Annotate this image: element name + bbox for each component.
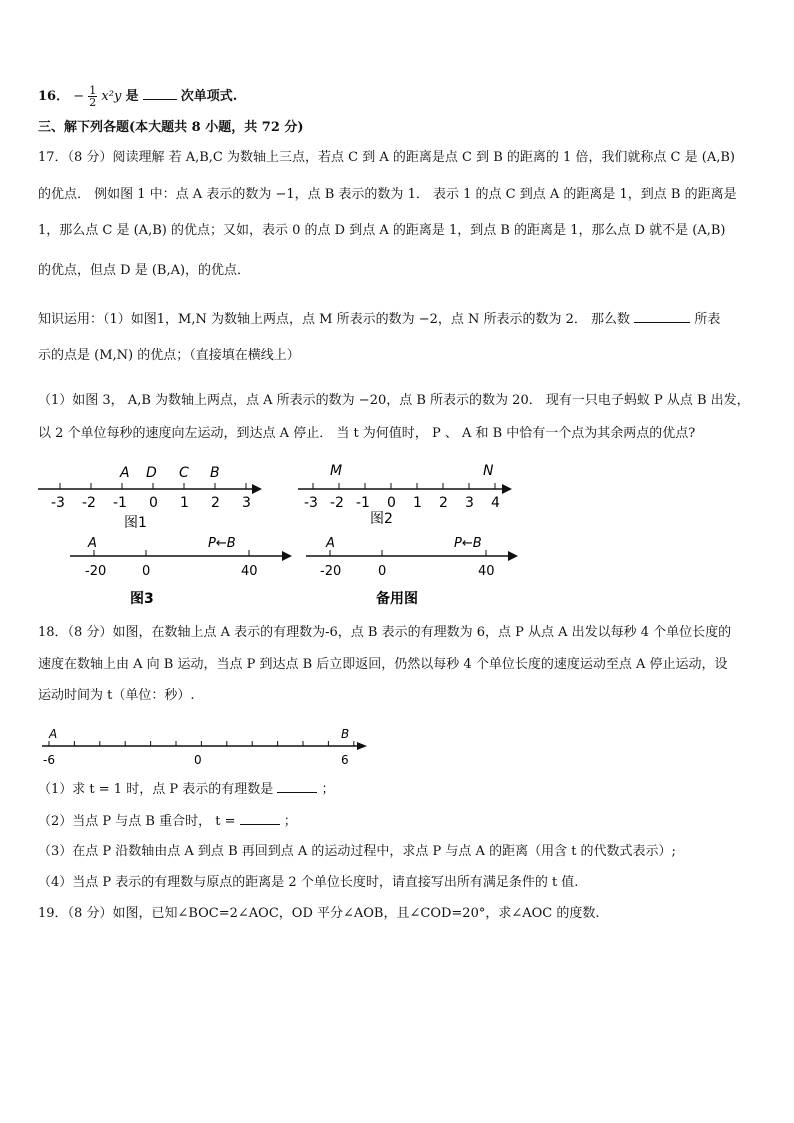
fig4-arrow <box>508 551 518 561</box>
fig3-tick-label-2: 0 <box>142 564 151 579</box>
q18-sub-2-blank[interactable] <box>240 810 280 825</box>
fig1-point-d: D <box>146 465 157 481</box>
q18-tick-right: 6 <box>341 753 349 767</box>
q17-line-2: 的优点． 例如图 1 中：点 A 表示的数为 −1，点 B 表示的数为 1． 表示 1 的点 C 到点 A 的距离是 1，到点 B 的距离是 <box>38 187 737 202</box>
fig2-arrow <box>502 484 512 494</box>
fig1-tick-label-3: 0 <box>149 495 158 511</box>
fig2-caption: 图2 <box>370 511 393 527</box>
q16-text-b: 次单项式. <box>180 89 238 104</box>
fig1-point-b: B <box>210 465 220 481</box>
q18-sub-2 <box>38 810 762 832</box>
q18-line-1: 18．（8 分）如图，在数轴上点 A 表示的有理数为-6，点 B 表示的有理数为 6，点 P 从点 A 出发以每秒 4 个单位长度的 <box>38 625 732 640</box>
fig1-tick-label-6: 3 <box>242 495 251 511</box>
fig2-tick-label-2: -1 <box>356 495 370 511</box>
q18-sub-2a: （2）当点 P 与点 B 重合时， t = <box>38 814 236 829</box>
q18-arrow <box>357 742 367 750</box>
figure-2 <box>298 463 512 527</box>
q18-sub-3: （3）在点 P 沿数轴由点 A 到点 B 再回到点 A 的运动过程中，求点 P 与点 A 的距离（用含 t 的代数式表示）; <box>38 844 676 859</box>
q17-line-7: （1）如图 3， A,B 为数轴上两点，点 A 所表示的数为 −20，点 B 所表示的数为 20． 现有一只电子蚂蚁 P 从点 B 出发， <box>38 393 750 408</box>
q17-line-1: 17．（8 分）阅读理解 若 A,B,C 为数轴上三点，若点 C 到 A 的距离是点 C 到 B 的距离的 1 倍，我们就称点 C 是 (A,B) <box>38 150 735 165</box>
fig1-tick-label-2: -1 <box>113 495 127 511</box>
q16-text-a: 是 <box>125 89 139 104</box>
fig1-arrow <box>252 484 262 494</box>
fig3-tick-label-3: 40 <box>241 564 258 579</box>
q16-sign: − <box>73 89 85 104</box>
fig3-point-a: A <box>88 536 97 551</box>
q16-fraction <box>88 85 97 108</box>
q18-sub-1b: ； <box>321 782 335 797</box>
q17-line-6: 示的点是 (M,N) 的优点；（直接填在横线上） <box>38 348 300 363</box>
figure-1 <box>38 465 262 531</box>
fig2-tick-label-5: 2 <box>439 495 448 511</box>
fig4-tick-label-3: 40 <box>478 564 495 579</box>
fig1-caption: 图1 <box>124 515 147 531</box>
q16-answer-blank[interactable] <box>143 85 177 100</box>
q18-sub-1a: （1）求 t = 1 时，点 P 表示的有理数是 <box>38 782 274 797</box>
q19-line-1: 19．（8 分）如图，已知∠BOC=2∠AOC，OD 平分∠AOB，且∠COD=20°，求∠AOC 的度数. <box>38 906 600 921</box>
q18-tick-mid: 0 <box>194 753 202 767</box>
q17-answer-blank[interactable] <box>634 308 690 323</box>
fig1-point-a: A <box>120 465 130 481</box>
fig4-point-a: A <box>326 536 335 551</box>
fig1-tick-label-4: 1 <box>180 495 189 511</box>
fig2-tick-label-3: 0 <box>387 495 396 511</box>
q16-frac-den: 2 <box>89 96 97 109</box>
q18-number-line <box>30 722 380 770</box>
q18-sub-1-blank[interactable] <box>277 778 317 793</box>
q18-sub-2b: ； <box>283 814 297 829</box>
fig3-arrow <box>282 551 292 561</box>
q17-line-5 <box>38 308 762 330</box>
fig1-point-c: C <box>179 465 189 481</box>
q18-sub-1 <box>38 778 762 800</box>
fig4-caption: 备用图 <box>376 591 418 607</box>
fig4-point-pb: P←B <box>454 536 482 551</box>
fig3-point-pb: P←B <box>208 536 236 551</box>
q17-line-5a: 知识运用：（1）如图1，M,N 为数轴上两点，点 M 所表示的数为 −2，点 N 所表示的数为 2． 那么数 <box>38 312 631 327</box>
fig2-tick-label-4: 1 <box>413 495 422 511</box>
fig1-tick-label-1: -2 <box>82 495 96 511</box>
figure-backup <box>306 536 518 607</box>
fig3-tick-label-1: -20 <box>85 564 107 579</box>
figure-3 <box>70 536 292 607</box>
q18-point-a: A <box>49 727 58 741</box>
q18-sub-4: （4）当点 P 表示的有理数与原点的距离是 2 个单位长度时，请直接写出所有满足条件的 t 值. <box>38 875 579 890</box>
fig4-tick-label-2: 0 <box>378 564 387 579</box>
q17-line-8: 以 2 个单位每秒的速度向左运动，到达点 A 停止． 当 t 为何值时， P 、 A 和 B 中恰有一个点为其余两点的优点? <box>38 426 696 441</box>
q17-figures <box>30 455 530 615</box>
q17-line-5b: 所表 <box>694 312 721 327</box>
q17-line-3: 1，那么点 C 是 (A,B) 的优点；又如，表示 0 的点 D 到点 A 的距离是 1，到点 B 的距离是 1，那么点 D 就不是 (A,B) <box>38 223 726 238</box>
q16-expr: x²y <box>101 89 122 104</box>
section-3-heading: 三、解下列各题(本大题共 8 小题，共 72 分) <box>38 120 304 135</box>
q16-number: 16． <box>38 89 70 104</box>
fig2-tick-label-7: 4 <box>491 495 500 511</box>
q18-line-3: 运动时间为 t（单位：秒）. <box>38 688 195 703</box>
q18-line-2: 速度在数轴上由 A 向 B 运动，当点 P 到达点 B 后立即返回，仍然以每秒 4 个单位长度的速度运动至点 A 停止运动，设 <box>38 657 728 672</box>
fig2-tick-label-6: 3 <box>465 495 474 511</box>
fig4-tick-label-1: -20 <box>320 564 342 579</box>
fig3-caption: 图3 <box>130 591 154 607</box>
question-16 <box>38 84 762 110</box>
fig2-point-n: N <box>483 463 494 479</box>
q17-line-4: 的优点，但点 D 是 (B,A)，的优点． <box>38 263 251 278</box>
fig1-tick-label-0: -3 <box>51 495 65 511</box>
q16-frac-num: 1 <box>89 84 97 97</box>
fig2-tick-label-1: -2 <box>330 495 344 511</box>
fig1-tick-label-5: 2 <box>211 495 220 511</box>
fig2-tick-label-0: -3 <box>304 495 318 511</box>
q18-tick-left: -6 <box>43 753 55 767</box>
q18-point-b: B <box>341 727 350 741</box>
fig2-point-m: M <box>330 463 343 479</box>
